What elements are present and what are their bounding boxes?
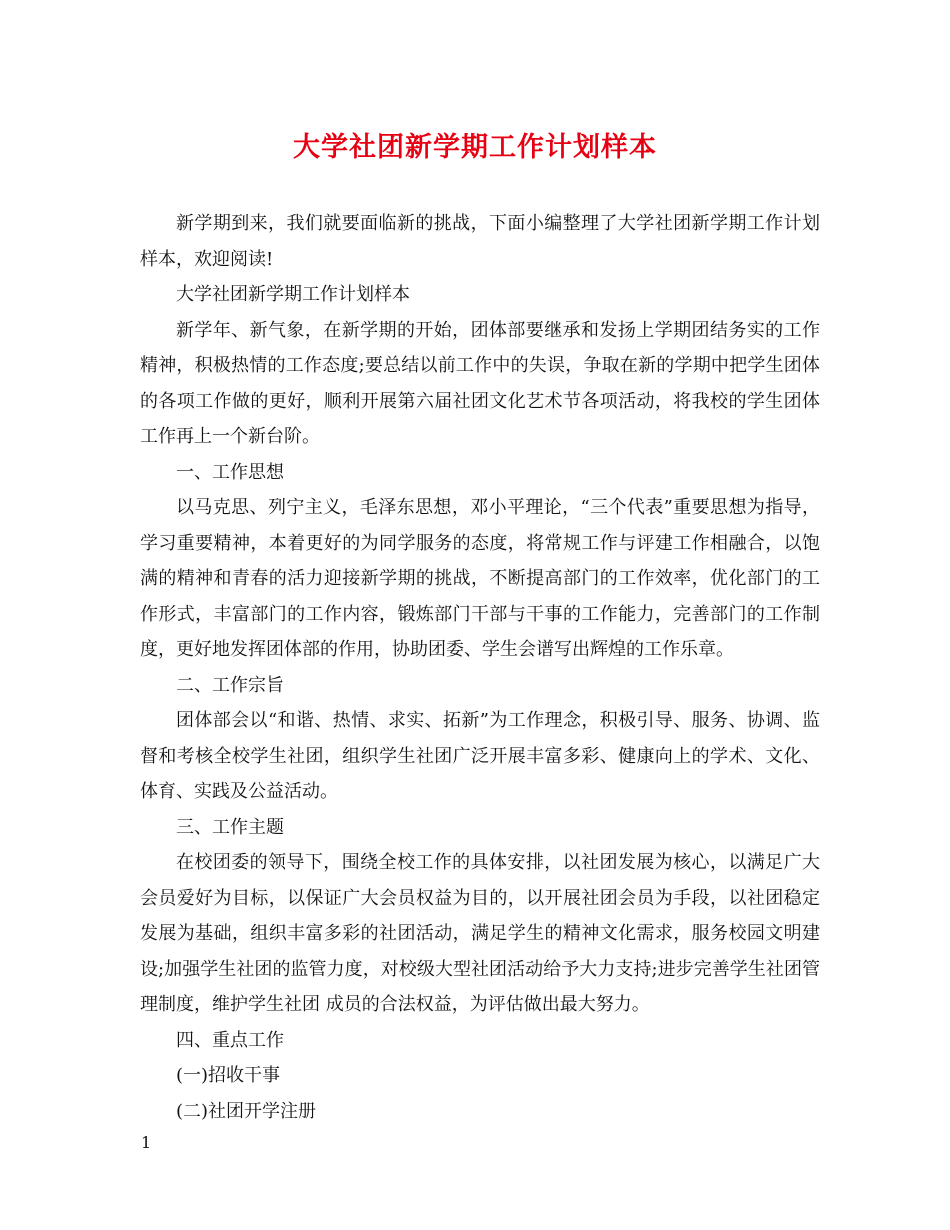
work-thought-paragraph: 以马克思、列宁主义，毛泽东思想，邓小平理论，“三个代表”重要思想为指导，学习重要精神，本着更好的为同学服务的态度，将常规工作与评建工作相融合，以饱满的精神和青春的活力迎接新学期的挑战，不断提高部门的工作效率，优化部门的工作形式，丰富部门的工作内容，锻炼部门干部与干事的工作能力，完善部门的工作制度，更好地发挥团体部的作用，协助团委、学生会谱写出辉煌的工作乐章。 (140, 497, 820, 660)
key-work-item-recruit: (一)招收干事 (176, 1065, 281, 1086)
intro-paragraph: 新学期到来，我们就要面临新的挑战，下面小编整理了大学社团新学期工作计划样本，欢迎阅读! (140, 213, 820, 270)
section-heading-work-theme: 三、工作主题 (176, 816, 284, 838)
section-heading-key-work: 四、重点工作 (176, 1029, 284, 1051)
key-work-item-registration: (二)社团开学注册 (176, 1100, 317, 1122)
section-heading-work-purpose: 二、工作宗旨 (176, 674, 284, 696)
overview-paragraph: 新学年、新气象，在新学期的开始，团体部要继承和发扬上学期团结务实的工作精神，积极热情的工作态度;要总结以前工作中的失误，争取在新的学期中把学生团体的各项工作做的更好，顺利开展第六届社团文化艺术节各项活动，将我校的学生团体工作再上一个新台阶。 (140, 319, 820, 447)
work-purpose-paragraph: 团体部会以“和谐、热情、求实、拓新”为工作理念，积极引导、服务、协调、监督和考核全校学生社团，组织学生社团广泛开展丰富多彩、健康向上的学术、文化、体育、实践及公益活动。 (140, 710, 820, 802)
document-body (140, 206, 820, 1129)
page-number: 1 (141, 1133, 152, 1152)
subtitle-line: 大学社团新学期工作计划样本 (176, 284, 410, 305)
document-title: 大学社团新学期工作计划样本 (293, 132, 657, 163)
work-theme-paragraph: 在校团委的领导下，围绕全校工作的具体安排，以社团发展为核心，以满足广大会员爱好为目标，以保证广大会员权益为目的，以开展社团会员为手段，以社团稳定发展为基础，组织丰富多彩的社团活动，满足学生的精神文化需求，服务校园文明建设;加强学生社团的监管力度，对校级大型社团活动给予大力支持;进步完善学生社团管理制度，维护学生社团 成员的合法权益，为评估做出最大努力。 (140, 852, 820, 1015)
section-heading-work-thought: 一、工作思想 (176, 461, 284, 483)
